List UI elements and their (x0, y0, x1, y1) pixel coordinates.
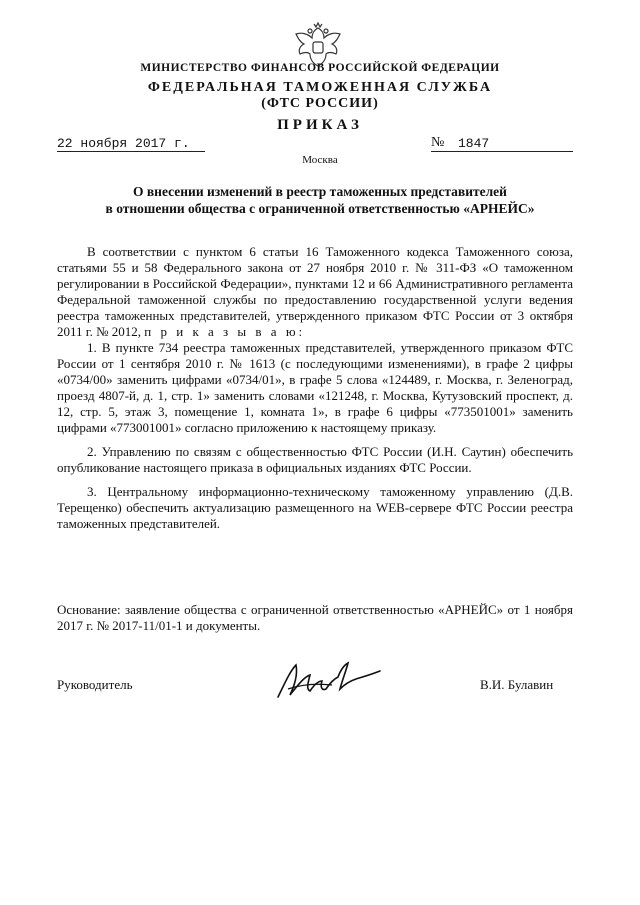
ministry-name: МИНИСТЕРСТВО ФИНАНСОВ РОССИЙСКОЙ ФЕДЕРАЦИИ (140, 62, 500, 74)
document-type: ПРИКАЗ (277, 117, 363, 133)
order-word: п р и к а з ы в а ю: (144, 324, 306, 339)
number-label: № (431, 135, 445, 150)
order-number: 1847 (458, 136, 490, 151)
city: Москва (302, 154, 338, 166)
item-3: 3. Центральному информационно-техническому таможенному управлению (Д.В. Терещенко) обеспечить актуализацию размещенного на WEB-сервере ФТС России реестра таможенных представителей. (57, 484, 573, 531)
title-line-1: О внесении изменений в реестр таможенных представителей (133, 184, 507, 199)
item-1: 1. В пункте 734 реестра таможенных представителей, утвержденного приказом ФТС России от 1 сентября 2010 г. № 1613 (с последующими изменениями), в графе 2 цифры «0734/00» заменить цифрами «0734/01», в графе 5 слова «124489, г. Москва, г. Зеленоград, проезд 4807-й, д. 1, стр. 1» заменить словами «121248, г. Москва, Кутузовский проспект, д. 12, стр. 5, этаж 3, помещение 1, комната 1», в графе 6 цифры «773501001» заменить цифрами «773001001» согласно приложению к настоящему приказу. (57, 340, 573, 435)
basis-paragraph: Основание: заявление общества с ограниченной ответственностью «АРНЕЙС» от 1 ноября 2017 г. № 2017-11/01-1 и документы. (57, 602, 573, 633)
title-line-2: в отношении общества с ограниченной ответственностью «АРНЕЙС» (105, 201, 535, 216)
order-date: 22 ноября 2017 г. (57, 136, 190, 151)
intro-text: В соответствии с пунктом 6 статьи 16 Таможенного кодекса Таможенного союза, статьями 55 и 58 Федерального закона от 27 ноября 2010 г. № 311-ФЗ «О таможенном регулировании в Российской Федерации», пунктами 12 и 66 Административного регламента Федеральной таможенной службы по предоставлению государственной услуги ведения реестра таможенных представителей, утвержденного приказом ФТС России от 3 октября 2011 г. № 2012, (57, 244, 573, 339)
signatory-name: В.И. Булавин (480, 677, 554, 692)
signatory-position: Руководитель (57, 677, 133, 692)
item-2: 2. Управлению по связям с общественностью ФТС России (И.Н. Саутин) обеспечить опубликование настоящего приказа в официальных изданиях ФТС России. (57, 444, 573, 475)
intro-paragraph (57, 244, 573, 340)
service-name: ФЕДЕРАЛЬНАЯ ТАМОЖЕННАЯ СЛУЖБА (147, 80, 493, 95)
number-underline (431, 151, 573, 152)
handwritten-signature (270, 655, 390, 705)
order-title (0, 183, 640, 217)
date-underline (57, 151, 205, 152)
order-body (57, 244, 573, 532)
service-abbreviation: (ФТС РОССИИ) (261, 96, 379, 111)
